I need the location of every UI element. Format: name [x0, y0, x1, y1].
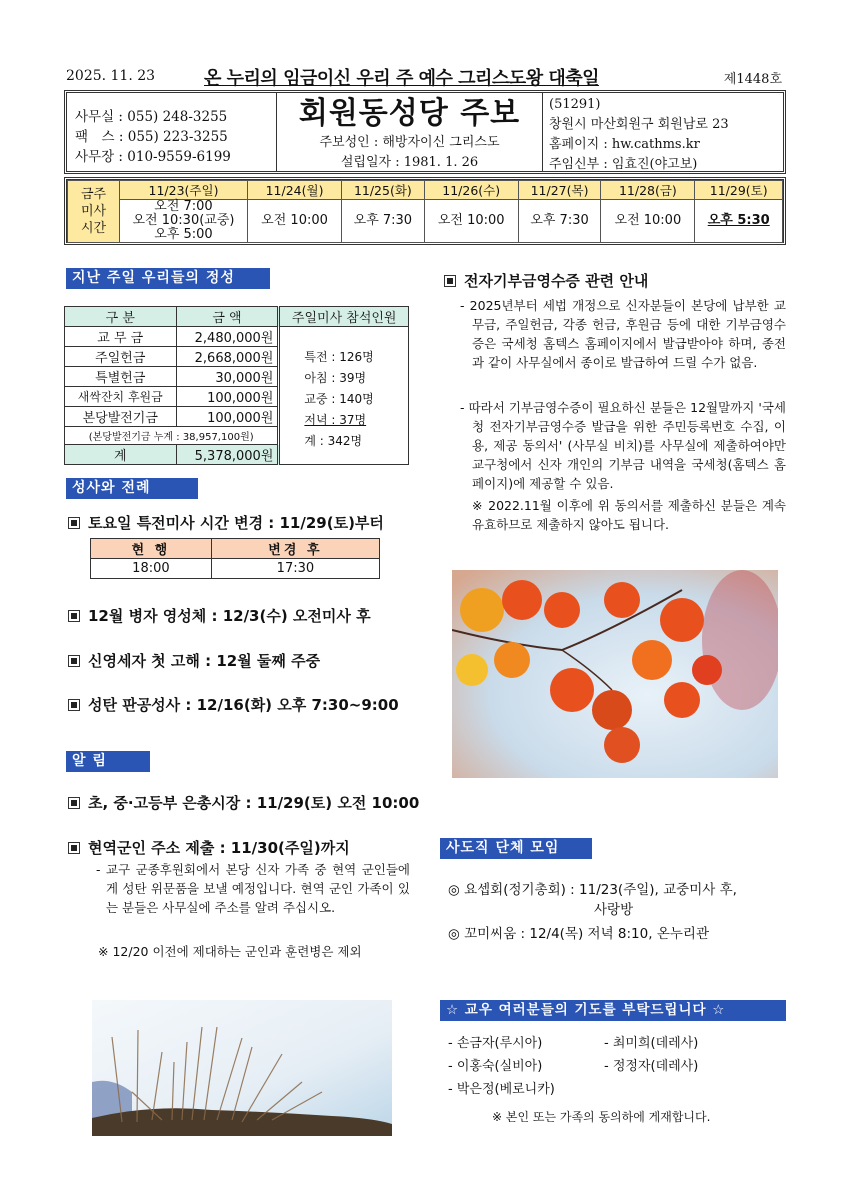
- military-note: ※ 12/20 이전에 제대하는 군인과 훈련병은 제외: [98, 944, 362, 959]
- mass-time: 오후 7:30: [518, 200, 601, 243]
- col-header-attendance: 주일미사 참석인원: [279, 307, 409, 327]
- patron-saint: 주보성인 : 해방자이신 그리스도: [319, 135, 500, 150]
- table-cell: 30,000원: [176, 367, 279, 387]
- prayer-name: - 이홍숙(실비아): [448, 1059, 543, 1074]
- attendance-list: 특전 : 126명 아침 : 39명 교중 : 140명 저녁 : 37명 계 : 342명: [279, 327, 409, 465]
- mass-time: 오전 10:00: [601, 200, 695, 243]
- cumulative-note: (본당발전기금 누계 : 38,957,100원): [65, 427, 279, 445]
- apostolic-item: ◎ 요셉회(정기총회) : 11/23(주일), 교중미사 후,: [448, 882, 737, 898]
- day-header: 11/26(수): [424, 181, 518, 200]
- day-header: 11/28(금): [601, 181, 695, 200]
- table-cell: 주일헌금: [65, 347, 177, 367]
- silver-grass-photo: [92, 992, 404, 1140]
- apostolic-item-cont: 사랑방: [594, 902, 634, 918]
- mass-schedule: [64, 177, 786, 245]
- square-bullet-icon: [444, 275, 456, 287]
- mass-time: 오후 7:30: [342, 200, 425, 243]
- col-header-amount: 금 액: [176, 307, 279, 327]
- table-cell: 새싹잔치 후원금: [65, 387, 177, 407]
- square-bullet-icon: [68, 517, 80, 529]
- contact-manager: 사무장 : 010-9559-6199: [75, 149, 231, 165]
- liturgy-item: 신영세자 첫 고해 : 12월 둘째 주중: [68, 650, 320, 671]
- issue-number: 제1448호: [723, 72, 782, 87]
- day-header: 11/27(목): [518, 181, 601, 200]
- contact-fax: 팩 스 : 055) 223-3255: [75, 129, 228, 145]
- table-cell: 2,480,000원: [176, 327, 279, 347]
- square-bullet-icon: [68, 610, 80, 622]
- col-header-new: 변경 후: [211, 539, 379, 559]
- mass-time: 오전 10:00: [424, 200, 518, 243]
- notice-item: 현역군인 주소 제출 : 11/30(주일)까지: [68, 837, 350, 858]
- table-cell: 2,668,000원: [176, 347, 279, 367]
- notice-item: 초, 중·고등부 은총시장 : 11/29(토) 오전 10:00: [68, 792, 419, 813]
- day-header: 11/24(월): [248, 181, 342, 200]
- table-cell: 100,000원: [176, 387, 279, 407]
- square-bullet-icon: [68, 699, 80, 711]
- address: 창원시 마산회원구 회원남로 23: [549, 117, 729, 132]
- header-box: [64, 90, 786, 174]
- section-prayer-header: ☆ 교우 여러분들의 기도를 부탁드립니다 ☆: [440, 1000, 786, 1021]
- feast-title: 온 누리의 임금이신 우리 주 예수 그리스도왕 대축일: [204, 68, 600, 89]
- mass-time-changed: 오후 5:30: [695, 200, 783, 243]
- liturgy-item: 12월 병자 영성체 : 12/3(수) 오전미사 후: [68, 605, 371, 626]
- postcode: (51291): [549, 97, 601, 112]
- col-header-category: 구 분: [65, 307, 177, 327]
- parish-title-block: [277, 93, 543, 171]
- day-header: 11/23(주일): [120, 181, 248, 200]
- apostolic-item: ◎ 꼬미씨움 : 12/4(목) 저녁 8:10, 온누리관: [448, 926, 709, 942]
- liturgy-item: 성탄 판공성사 : 12/16(화) 오후 7:30~9:00: [68, 694, 399, 715]
- military-detail: - 교구 군종후원회에서 본당 신자 가족 중 현역 군인들에게 성탄 위문품을 보낼 예정입니다. 현역 군인 가족이 있는 분들은 사무실에 주소를 알려 주십시오.: [96, 862, 410, 915]
- current-time: 18:00: [91, 559, 212, 579]
- table-cell: 특별헌금: [65, 367, 177, 387]
- autumn-maple-leaves-photo: [452, 570, 778, 778]
- section-notices-header: 알 림: [66, 751, 150, 772]
- offerings-table: [64, 306, 409, 465]
- section-offerings-header: 지난 주일 우리들의 정성: [66, 268, 270, 289]
- contact-office: 사무실 : 055) 248-3255: [75, 109, 228, 125]
- masthead: [66, 64, 786, 90]
- prayer-note: ※ 본인 또는 가족의 동의하에 게재합니다.: [492, 1110, 711, 1124]
- table-cell: 본당발전기금: [65, 407, 177, 427]
- square-bullet-icon: [68, 797, 80, 809]
- prayer-name: - 최미희(데레사): [604, 1036, 699, 1051]
- table-cell: 100,000원: [176, 407, 279, 427]
- total-amount: 5,378,000원: [176, 445, 279, 465]
- saturday-mass-change: 토요일 특전미사 시간 변경 : 11/29(토)부터: [68, 512, 384, 533]
- time-change-table: [90, 538, 380, 579]
- prayer-name: - 정정자(데레사): [604, 1059, 699, 1074]
- mass-time: 오전 7:00 오전 10:30(교중) 오후 5:00: [120, 200, 248, 243]
- total-label: 계: [65, 445, 177, 465]
- bulletin-date: 2025. 11. 23: [66, 68, 156, 84]
- homepage[interactable]: 홈페이지 : hw.cathms.kr: [549, 137, 700, 152]
- square-bullet-icon: [68, 655, 80, 667]
- address-block: [543, 93, 783, 171]
- parish-title: 회원동성당 주보: [298, 96, 521, 131]
- founded-date: 설립일자 : 1981. 1. 26: [340, 155, 479, 170]
- section-liturgy-header: 성사와 전례: [66, 478, 198, 499]
- donation-receipt-para-2: - 따라서 기부금영수증이 필요하신 분들은 12월말까지 '국세청 전자기부금영수증 발급을 위한 주민등록번호 수집, 이용, 제공 동의서' (사무실 비치)를 사무실에 제출하여야만 교구청에서 신자 개인의 기부금 내역을 국세청(홈텍스 홈페이지)에 제공할 수 있음.: [460, 400, 786, 491]
- donation-receipt-title: 전자기부금영수증 관련 안내: [444, 270, 648, 291]
- col-header-current: 현 행: [91, 539, 212, 559]
- prayer-name: - 박은정(베로니카): [448, 1082, 555, 1097]
- prayer-name: - 손금자(루시아): [448, 1036, 543, 1051]
- contact-info: [67, 93, 277, 171]
- mass-time: 오전 10:00: [248, 200, 342, 243]
- mass-schedule-label: 금주 미사 시간: [68, 181, 120, 243]
- table-cell: 교 무 금: [65, 327, 177, 347]
- donation-receipt-para-1: - 2025년부터 세법 개정으로 신자분들이 본당에 납부한 교무금, 주일헌금, 각종 헌금, 후원금 등에 대한 기부금영수증은 국세청 홈텍스 홈페이지에서 발급받아야 하며, 종전과 같이 사무실에서 종이로 발급하여 드릴 수가 없음.: [460, 298, 786, 370]
- day-header: 11/29(토): [695, 181, 783, 200]
- day-header: 11/25(화): [342, 181, 425, 200]
- pastor: 주임신부 : 임효진(야고보): [549, 157, 698, 172]
- square-bullet-icon: [68, 842, 80, 854]
- new-time: 17:30: [211, 559, 379, 579]
- section-apostolic-header: 사도직 단체 모임: [440, 838, 592, 859]
- donation-receipt-note: ※ 2022.11월 이후에 위 동의서를 제출하신 분들은 계속 유효하므로 제출하지 않아도 됩니다.: [472, 498, 786, 532]
